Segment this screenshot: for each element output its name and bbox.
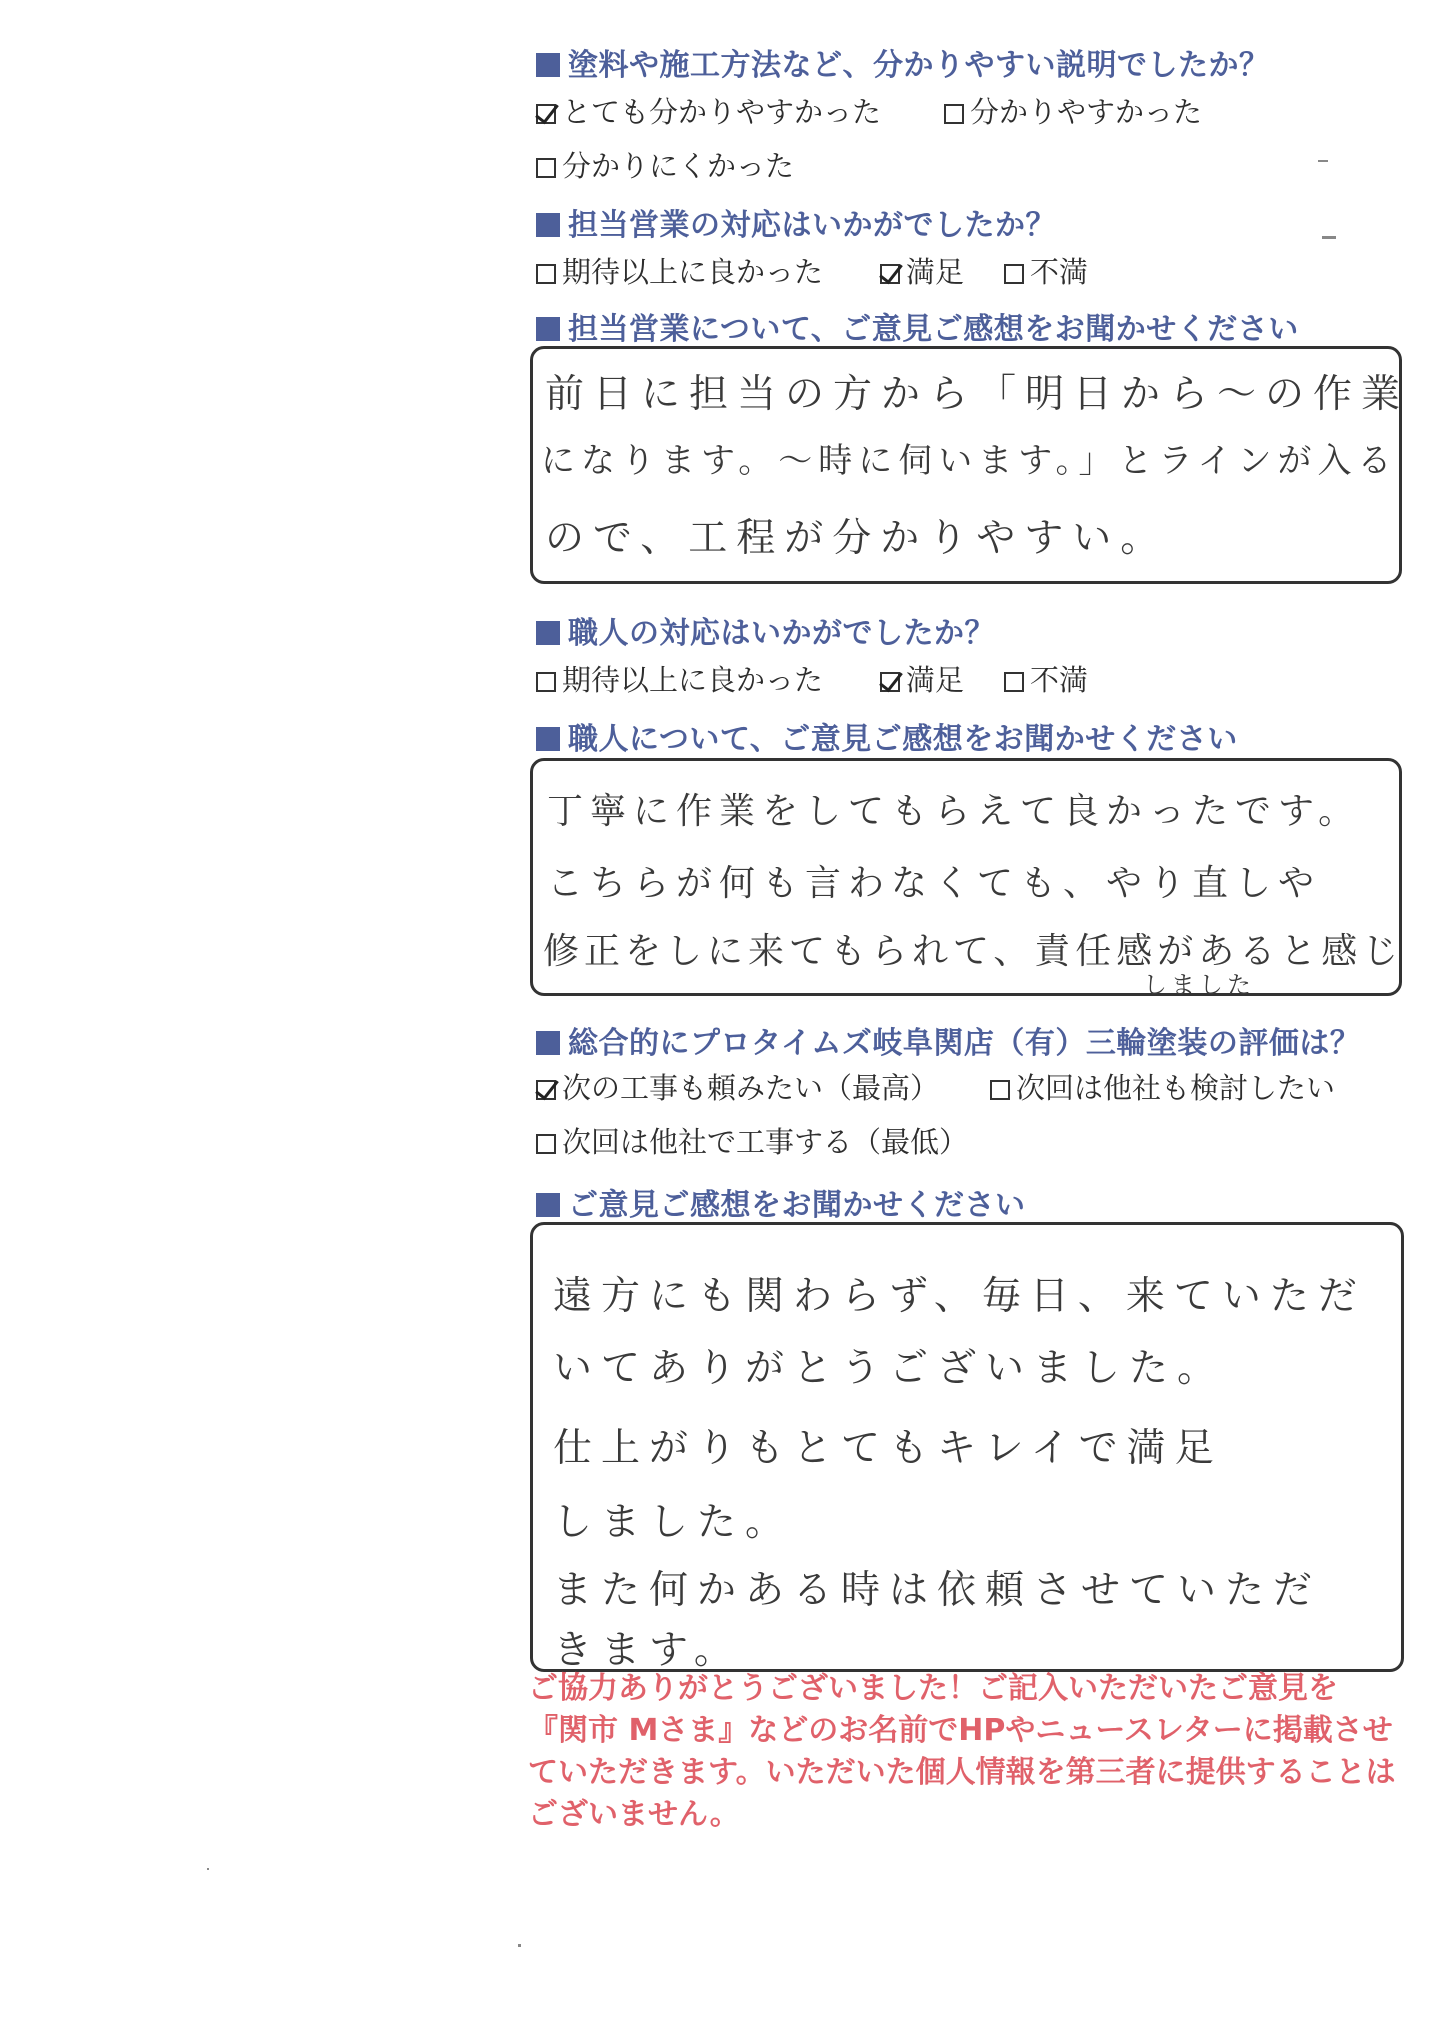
checkbox-icon[interactable] xyxy=(1004,264,1024,284)
square-bullet-icon xyxy=(536,1031,560,1055)
q1-option-2[interactable]: 分かりやすかった xyxy=(944,90,1202,131)
handwritten-line: また何かある時は依頼させていただ xyxy=(553,1568,1322,1613)
thanks-message: ご協力ありがとうございました！ご記入いただいたご意見を 『関市 Mさま』などのお名前でHPやニュースレターに掲載させ ていただきます。いただいた個人情報を第三者に提供することは ございません。 xyxy=(528,1671,1396,1832)
q6-option-1[interactable]: 次の工事も頼みたい（最高） xyxy=(536,1066,939,1107)
question-3-title: 担当営業について、ご意見ご感想をお聞かせください xyxy=(536,304,1299,348)
q1-option-1[interactable]: とても分かりやすかった xyxy=(536,90,881,131)
question-7-title: ご意見ご感想をお聞かせください xyxy=(536,1180,1026,1224)
handwritten-line: 修正をしに来てもられて、責任感があると感じ xyxy=(543,931,1404,972)
scan-speck xyxy=(1322,236,1336,239)
square-bullet-icon xyxy=(536,213,560,237)
q6-option-3[interactable]: 次回は他社で工事する（最低） xyxy=(536,1120,968,1161)
sales-comment-box[interactable] xyxy=(530,346,1410,584)
checkbox-icon[interactable] xyxy=(536,1134,556,1154)
checked-box-icon[interactable] xyxy=(536,104,556,124)
checked-box-icon[interactable] xyxy=(536,1080,556,1100)
q1-option-3[interactable]: 分かりにくかった xyxy=(536,144,794,185)
square-bullet-icon xyxy=(536,1193,560,1217)
handwritten-line: 遠方にも関わらず、毎日、来ていただ xyxy=(553,1274,1366,1319)
q2-option-1[interactable]: 期待以上に良かった xyxy=(536,250,823,291)
checkbox-icon[interactable] xyxy=(990,1080,1010,1100)
handwritten-line: 丁寧に作業をしてもらえて良かったです。 xyxy=(547,791,1362,832)
handwritten-line: になります。～時に伺います。」とラインが入る xyxy=(541,441,1398,481)
handwritten-line: 仕上がりもとてもキレイで満足 xyxy=(553,1426,1223,1471)
question-2-title: 担当営業の対応はいかがでしたか？ xyxy=(536,200,1056,244)
square-bullet-icon xyxy=(536,53,560,77)
checkbox-icon[interactable] xyxy=(536,158,556,178)
checked-box-icon[interactable] xyxy=(880,672,900,692)
checked-box-icon[interactable] xyxy=(880,264,900,284)
handwritten-line: こちらが何も言わなくても、やり直しや xyxy=(547,863,1322,904)
q2-option-2[interactable]: 満足 xyxy=(880,250,964,291)
craftsman-comment-box[interactable] xyxy=(530,758,1404,999)
handwritten-line: きます。 xyxy=(553,1628,742,1673)
handwritten-line: 前日に担当の方から「明日から～の作業 xyxy=(545,372,1410,417)
handwritten-line: ので、工程が分かりやすい。 xyxy=(545,516,1169,561)
q4-option-1[interactable]: 期待以上に良かった xyxy=(536,658,823,699)
square-bullet-icon xyxy=(536,727,560,751)
scan-speck xyxy=(1318,160,1328,162)
square-bullet-icon xyxy=(536,317,560,341)
question-6-title: 総合的にプロタイムズ岐阜関店（有）三輪塗装の評価は？ xyxy=(536,1018,1360,1062)
checkbox-icon[interactable] xyxy=(944,104,964,124)
overall-comment-box[interactable] xyxy=(530,1222,1404,1672)
q6-option-2[interactable]: 次回は他社も検討したい xyxy=(990,1066,1335,1107)
q4-option-2[interactable]: 満足 xyxy=(880,658,964,699)
question-4-title: 職人の対応はいかがでしたか？ xyxy=(536,608,995,652)
scan-speck xyxy=(518,1944,521,1947)
handwritten-note: しました xyxy=(1143,971,1255,999)
scan-speck xyxy=(207,1868,209,1870)
handwritten-line: いてありがとうございました。 xyxy=(553,1346,1226,1391)
checkbox-icon[interactable] xyxy=(1004,672,1024,692)
q2-option-3[interactable]: 不満 xyxy=(1004,250,1088,291)
q4-option-3[interactable]: 不満 xyxy=(1004,658,1088,699)
handwritten-line: しました。 xyxy=(553,1500,794,1545)
checkbox-icon[interactable] xyxy=(536,264,556,284)
square-bullet-icon xyxy=(536,621,560,645)
checkbox-icon[interactable] xyxy=(536,672,556,692)
question-1-title: 塗料や施工方法など、分かりやすい説明でしたか？ xyxy=(536,40,1270,84)
question-5-title: 職人について、ご意見ご感想をお聞かせください xyxy=(536,714,1238,758)
